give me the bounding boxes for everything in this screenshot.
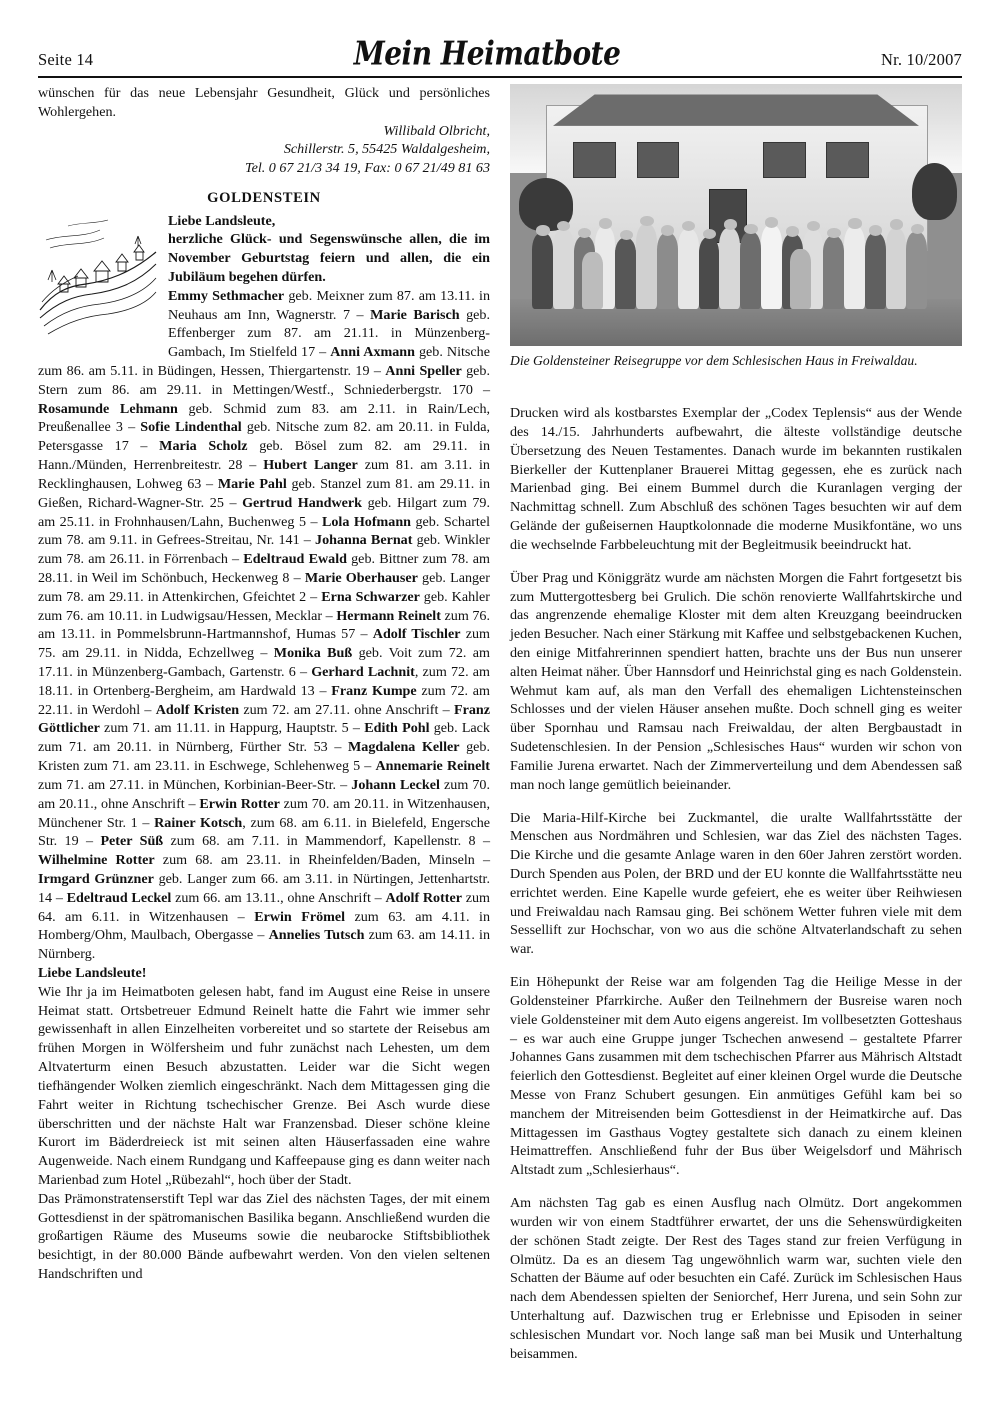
village-vignette-icon bbox=[38, 214, 158, 342]
masthead bbox=[38, 28, 962, 72]
continued-paragraph: wünschen für das neue Lebensjahr Gesundheit, Glück und persönliches Wohlergehen. bbox=[38, 85, 490, 120]
group-photo bbox=[510, 84, 962, 346]
right-paragraph: Drucken wird als kostbarstes Exemplar der „Codex Teplensis“ aus der Wende des 14./15. Jahrhunderts aufbewahrt, die älteste vollständige deutsche Übersetzung des Neuen Testamentes. Danach wurde im bekannten rustikalen Bierkeller der Kuttenplaner Brauerei Mittag gegessen, ehe es zurück nach Marienbad ging. Bei einem Bummel durch die Kuranlagen verging der Nachmittag schnell. Zum Abschluß des schönen Tages besuchten wir auf dem Gelände der gußeisernen Hauptkolonnade die moderne Musikfontäne, wo uns die wechselnde Farbbeleuchtung mit der Begleitmusik beeindruckt hat. bbox=[510, 405, 962, 553]
signature-contact: Tel. 0 67 21/3 34 19, Fax: 0 67 21/49 81 63 bbox=[245, 160, 490, 177]
photo-window bbox=[637, 142, 680, 178]
page-number: Seite 14 bbox=[38, 50, 94, 69]
photo-roof bbox=[528, 94, 944, 125]
section-title-goldenstein: GOLDENSTEIN bbox=[207, 190, 321, 207]
photo-caption: Die Goldensteiner Reisegruppe vor dem Schlesischen Haus in Freiwaldau. bbox=[510, 353, 918, 368]
signature-address: Schillerstr. 5, 55425 Waldalgesheim, bbox=[283, 141, 490, 158]
report-paragraph-1: Wie Ihr ja im Heimatboten gelesen habt, fand im August eine Reise in unsere Heimat statt. Ortsbetreuer Edmund Reinelt hatte die Fahrt wie immer sehr gewissenhaft in allen Einzelheiten vorbereitet und so startete der Reisebus am frühen Morgen in Wölfersheim und fuhr zunächst nach Lehesten, um dem Altvaterturm einen Besuch abzustatten. Leider war die Sicht wegen tiefhängender Wolken ziemlich eingeschränkt. Nach dem Mittagessen ging die Fahrt weiter in Richtung tschechischer Grenze. Bei Asch wurde diese überschritten und der nächste Halt war Franzensbad. Dieser schöne kleine Kurort im Bäderdreieck ist mit seinen alten Häuserfassaden eine wahre Augenweide. Nach einem Rundgang und Kaffeepause ging es dann weiter nach Marienbad zum Hotel „Rübezahl“, hoch über der Stadt. bbox=[38, 983, 490, 1188]
signature-name: Willibald Olbricht, bbox=[383, 122, 490, 139]
photo-window bbox=[763, 142, 806, 178]
report-paragraph-2: Das Prämonstratenserstift Tepl war das Ziel des nächsten Tages, der mit einem Gottesdienst in der spätromanischen Basilika begann. Anschließend wurden die großartigen Räume des Museums sowie die neubarocke Stiftsbibliothek besichtigt, in der 80.000 Bände aufbewahrt werden. Von den vielen seltenen Handschriften und bbox=[38, 1190, 490, 1283]
report-heading: Liebe Landsleute! bbox=[38, 965, 147, 982]
photo-figure bbox=[510, 84, 962, 370]
photo-crowd bbox=[528, 194, 944, 309]
right-column bbox=[510, 390, 962, 1378]
right-paragraph: Ein Höhepunkt der Reise war am folgenden Tag die Heilige Messe in der Goldensteiner Pfarrkirche. Außer den Teilnehmern der Busreise waren noch viele Goldensteiner mit dem Auto eigens angereist. Im vollbesetzten Gotteshaus – es war auch eine Gruppe junger Tschechen anwesend – gestaltete Pfarrer Johannes Gans zusammen mit dem tschechischen Pfarrer aus Mährisch Altstadt feierlich den Gottesdienst. Begleitet auf einer kleinen Orgel wurde die Deutsche Messe von Franz Schubert gesungen. Ein anmütiges Gefühl kam bei so manchem der Mitreisenden beim Gottesdienst in der Heimatkirche auf. Das Mittagessen im Gasthaus Vogtey gestaltete sich danach zu einem kleinen Heimattreffen. Anschließend fuhr der Bus über Weigelsdorf und Mährisch Altstadt zum „Schlesierhaus“. bbox=[510, 974, 962, 1179]
photo-window bbox=[826, 142, 869, 178]
right-paragraph: Am nächsten Tag gab es einen Ausflug nach Olmütz. Dort angekommen wurden wir von einem Stadtführer erwartet, der uns die Sehenswürdigkeiten der schönen Stadt zeigte. Der Rest des Tages stand zur freien Verfügung in Olmütz. Da es an diesem Tag ungewöhnlich warm war, suchten viele den Schatten der Bäume auf oder besuchten ein Café. Zurück im Schlesischen Haus nach dem Abendessen spielten der Seniorchef, Herr Jurena, und sein Sohn zur Unterhaltung auf. Dazwischen trug er Erlebnisse und Episoden in seiner schlesischen Mundart vor. Noch lange saß man bei Musik und Unterhaltung beisammen. bbox=[510, 1195, 962, 1362]
header-divider bbox=[38, 76, 962, 78]
photo-window bbox=[573, 142, 616, 178]
right-paragraph: Die Maria-Hilf-Kirche bei Zuckmantel, die uralte Wallfahrtsstätte der Menschen aus Nordmähren und Schlesien, war das Ziel des nächsten Tages. Die Kirche und die gesamte Anlage waren in den 60er Jahren zerstört worden. Durch Spenden aus Polen, der BRD und der EU konnte die Wallfahrtsstätte neu errichtet werden. Eine Kapelle wurde gefeiert, ehe es weiter über Reihwiesen und Freiwaldau nach Ramsau ging. Bei schönem Wetter fuhren viele mit dem Sessellift zur Hochschar, von wo aus die schöne Altvaterlandschaft zu sehen war. bbox=[510, 809, 962, 958]
right-paragraph: Über Prag und Königgrätz wurde am nächsten Morgen die Fahrt fortgesetzt bis zum Muttergottesberg bei Grulich. Die schön renovierte Wallfahrtskirche und das angrenzende ehemalige Kloster mit dem alten Kreuzgang beeindrucken jeden Besucher. Nach einer Stärkung mit Kaffee und selbstgebackenen Kuchen, den einige Mitfahrerinnen spendiert hatten, brachte uns der Bus nun unserer alten Heimat näher. Über Hannsdorf und Heinrichstal ging es nach Goldenstein. Wehmut kam auf, als man den Verfall des ehemaligen Lichtensteinschen Schlosses und der vielen Häuser ansehen mußte. Doch schnell ging es weiter über Spornhau und Ramsau nach Freiwaldau, der alten Bergbaustadt in Sudetenschlesien. In der Pension „Schlesisches Haus“ wurden wir schon von Familie Jurena erwartet. Nach der Zimmerverteilung und dem Abendessen saß man noch lange gemütlich beieinander. bbox=[510, 569, 962, 793]
goldenstein-block bbox=[38, 212, 490, 965]
congratulations-lead: herzliche Glück- und Segenswünsche allen, die im November Geburtstag feiern und allen, die ein Jubiläum begehen dürfen. bbox=[168, 231, 490, 285]
greeting-line: Liebe Landsleute, bbox=[168, 212, 276, 229]
publication-logo: Mein Heimatbote bbox=[353, 33, 621, 73]
issue-number: Nr. 10/2007 bbox=[880, 50, 962, 69]
left-column bbox=[38, 84, 490, 1284]
birthday-list: Emmy Sethmacher geb. Meixner zum 87. am 13.11. in Neuhaus am Inn, Wagnerstr. 7 – Marie Barisch geb. Effenberger zum 87. am 21.11. in Münzenberg-Gambach, Im Stielfeld 17 – Anni Axmann geb. Nitsche zum 86. am 5.11. in Büdingen, Hessen, Thiergartenstr. 19 – Anni Speller geb. Stern zum 86. am 29.11. in Mettingen/Westf., Schniederbergstr. 170 – Rosamunde Lehmann geb. Schmid zum 83. am 2.11. in Rain/Lech, Preußenallee 3 – Sofie Lindenthal geb. Nitsche zum 82. am 20.11. in Fulda, Petersgasse 17 – Maria Scholz geb. Bösel zum 82. am 29.11. in Hann./Münden, Herrenbreitestr. 28 – Hubert Langer zum 81. am 3.11. in Recklinghausen, Lohweg 63 – Marie Pahl geb. Stanzel zum 81. am 29.11. in Gießen, Richard-Wagner-Str. 25 – Gertrud Handwerk geb. Hilgart zum 79. am 25.11. in Frohnhausen/Lahn, Buchenweg 5 – Lola Hofmann geb. Schartel zum 78. am 9.11. in Gefrees-Streitau, Nr. 141 – Johanna Bernat geb. Winkler zum 78. am 26.11. in Förrenbach – Edeltraud Ewald geb. Bittner zum 78. am 28.11. in Weil im Schönbuch, Heckenweg 8 – Marie Oberhauser geb. Langer zum 78. am 29.11. in Attenkirchen, Gfeichtet 2 – Erna Schwarzer geb. Kahler zum 76. am 10.11. in Ludwigsau/Hessen, Mecklar – Hermann Reinelt zum 76. am 13.11. in Pommelsbrunn-Hartmannshof, Humas 57 – Adolf Tischler zum 75. am 29.11. in Nidda, Echzellweg – Monika Buß geb. Voit zum 72. am 17.11. in Münzenberg-Gambach, Gartenstr. 6 – Gerhard Lachnit, zum 72. am 18.11. in Ortenberg-Bergheim, am Hardwald 13 – Franz Kumpe zum 72. am 22.11. in Werdohl – Adolf Kristen zum 72. am 27.11. ohne Anschrift – Franz Göttlicher zum 71. am 11.11. in Happurg, Hauptstr. 5 – Edith Pohl geb. Lack zum 71. am 20.11. in Nürnberg, Fürther Str. 53 – Magdalena Keller geb. Kristen zum 71. am 23.11. in Eschwege, Schlehenweg 5 – Annemarie Reinelt zum 71. am 27.11. in München, Korbinian-Beer-Str. – Johann Leckel zum 70. am 20.11., ohne Anschrift – Erwin Rotter zum 70. am 20.11. in Witzenhausen, Münchener Str. 1 – Rainer Kotsch, zum 68. am 6.11. in Bielefeld, Engersche Str. 19 – Peter Süß zum 68. am 7.11. in Mammendorf, Kapellenstr. 8 – Wilhelmine Rotter zum 68. am 23.11. in Rheinfelden/Baden, Minseln – Irmgard Grünzner geb. Langer zum 66. am 3.11. in Nürtingen, Jettenhartstr. 14 – Edeltraud Leckel zum 66. am 13.11., ohne Anschrift – Adolf Rotter zum 64. am 6.11. in Witzenhausen – Erwin Frömel zum 63. am 4.11. in Homberg/Ohm, Maulbach, Obergasse – Annelies Tutsch zum 63. am 14.11. in Nürnberg. bbox=[38, 287, 491, 963]
